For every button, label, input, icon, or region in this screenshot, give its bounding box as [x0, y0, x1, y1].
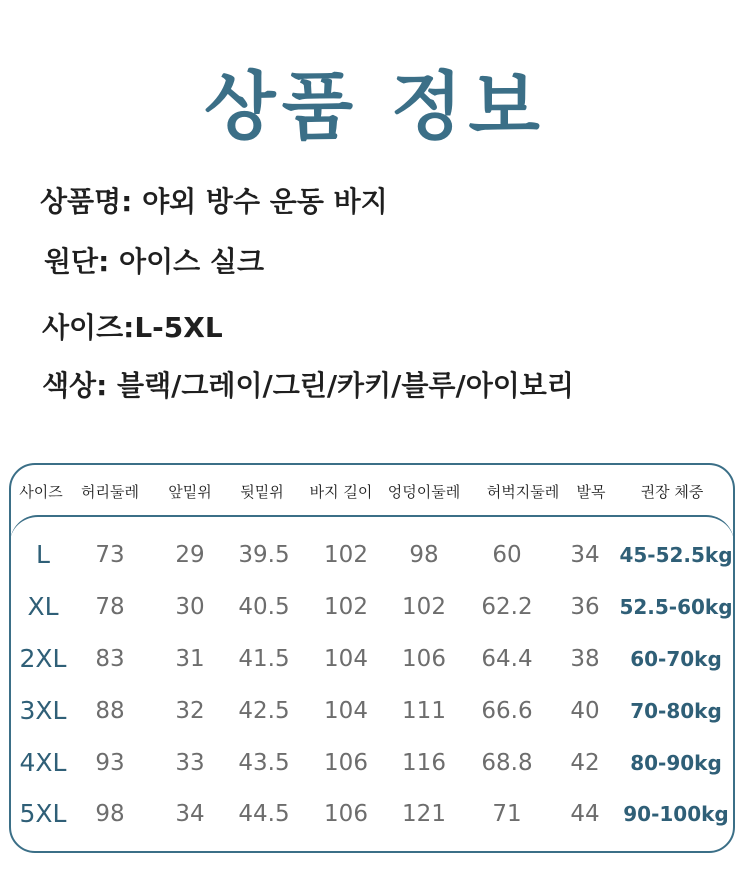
length-header: 바지 길이 [309, 483, 373, 501]
back-rise-cell: 44.5 [238, 801, 290, 827]
front-rise-cell: 33 [175, 750, 205, 776]
hip-cell: 106 [402, 646, 446, 672]
waist-cell: 73 [95, 542, 125, 568]
hip-cell: 116 [402, 750, 446, 776]
weight-cell: 52.5-60kg [619, 595, 733, 619]
size-header: 사이즈 [19, 483, 63, 501]
ankle-cell: 40 [570, 698, 600, 724]
ankle-cell: 36 [570, 594, 600, 620]
weight-cell: 90-100kg [623, 802, 729, 826]
thigh-cell: 60 [492, 542, 522, 568]
ankle-cell: 34 [570, 542, 600, 568]
front-rise-header: 앞밑위 [168, 483, 212, 501]
size-cell: 3XL [19, 696, 67, 725]
thigh-cell: 66.6 [481, 698, 533, 724]
ankle-cell: 38 [570, 646, 600, 672]
weight-header: 권장 체중 [640, 483, 704, 501]
size-cell: XL [27, 592, 59, 621]
thigh-cell: 62.2 [481, 594, 533, 620]
back-rise-cell: 40.5 [238, 594, 290, 620]
hip-cell: 111 [402, 698, 446, 724]
product-name: 상품명: 야외 방수 운동 바지 [40, 185, 388, 218]
ankle-cell: 42 [570, 750, 600, 776]
front-rise-cell: 34 [175, 801, 205, 827]
thigh-header: 허벅지둘레 [486, 483, 560, 501]
hip-cell: 102 [402, 594, 446, 620]
size-cell: 2XL [19, 644, 67, 673]
length-cell: 102 [324, 594, 368, 620]
waist-cell: 78 [95, 594, 125, 620]
fabric: 원단: 아이스 실크 [44, 245, 265, 278]
ankle-header: 발목 [576, 483, 606, 501]
length-cell: 106 [324, 801, 368, 827]
size-range: 사이즈:L-5XL [42, 311, 223, 344]
length-cell: 106 [324, 750, 368, 776]
size-cell: 5XL [19, 799, 67, 828]
back-rise-header: 뒷밑위 [240, 483, 284, 501]
back-rise-cell: 41.5 [238, 646, 290, 672]
waist-header: 허리둘레 [81, 483, 139, 501]
size-cell: 4XL [19, 748, 67, 777]
size-cell: L [36, 540, 50, 569]
thigh-cell: 71 [492, 801, 522, 827]
waist-cell: 88 [95, 698, 125, 724]
weight-cell: 80-90kg [630, 751, 722, 775]
colors: 색상: 블랙/그레이/그린/카키/블루/아이보리 [42, 369, 574, 402]
length-cell: 102 [324, 542, 368, 568]
length-cell: 104 [324, 646, 368, 672]
hip-header: 엉덩이둘레 [387, 483, 461, 501]
page-title: 상품 정보 [204, 64, 546, 150]
weight-cell: 70-80kg [630, 699, 722, 723]
hip-cell: 98 [409, 542, 439, 568]
waist-cell: 98 [95, 801, 125, 827]
back-rise-cell: 43.5 [238, 750, 290, 776]
front-rise-cell: 29 [175, 542, 205, 568]
thigh-cell: 68.8 [481, 750, 533, 776]
back-rise-cell: 42.5 [238, 698, 290, 724]
front-rise-cell: 30 [175, 594, 205, 620]
weight-cell: 45-52.5kg [619, 543, 733, 567]
front-rise-cell: 31 [175, 646, 205, 672]
front-rise-cell: 32 [175, 698, 205, 724]
ankle-cell: 44 [570, 801, 600, 827]
waist-cell: 83 [95, 646, 125, 672]
waist-cell: 93 [95, 750, 125, 776]
hip-cell: 121 [402, 801, 446, 827]
back-rise-cell: 39.5 [238, 542, 290, 568]
thigh-cell: 64.4 [481, 646, 533, 672]
weight-cell: 60-70kg [630, 647, 722, 671]
length-cell: 104 [324, 698, 368, 724]
